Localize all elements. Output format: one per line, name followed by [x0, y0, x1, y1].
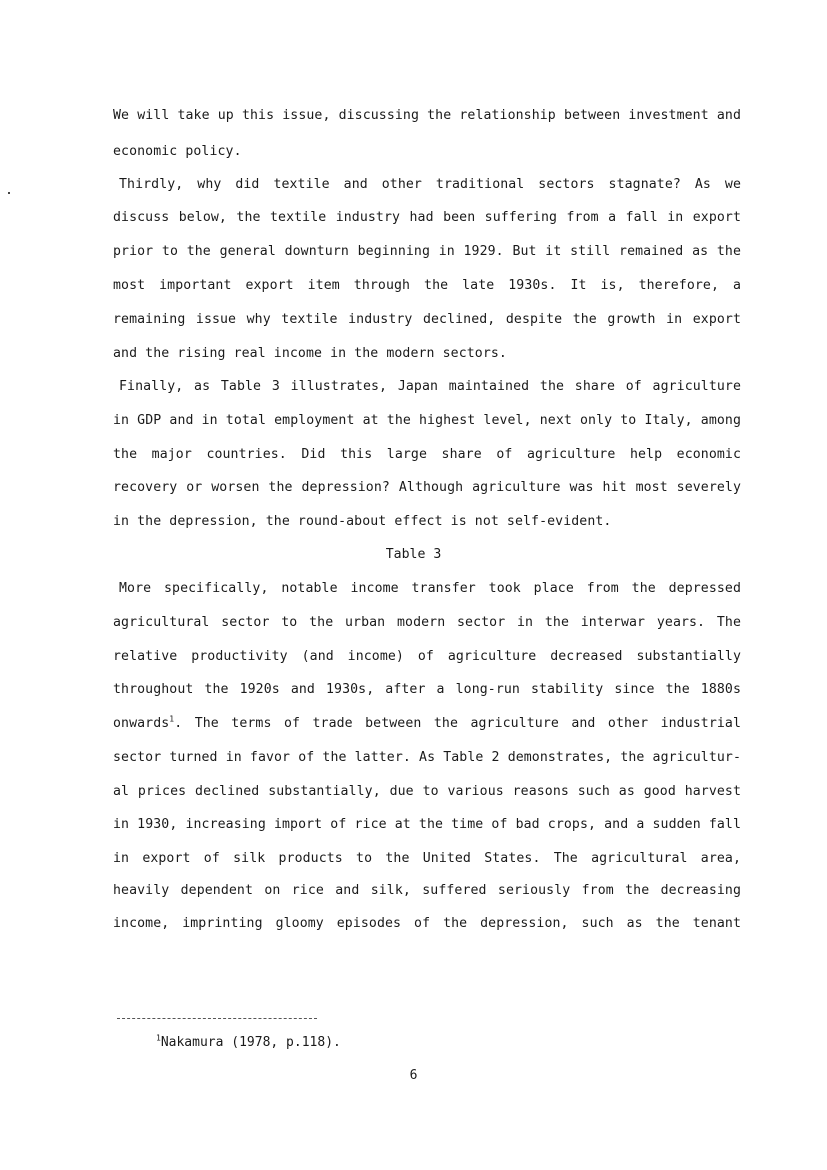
paragraph-4-line-4: throughout the 1920s and 1930s, after a long-run stability since the 1880s — [113, 682, 741, 697]
footnote-reference: 1 — [169, 714, 175, 724]
paragraph-4-line-6: sector turned in favor of the latter. As Table 2 demonstrates, the agricultur- — [113, 750, 741, 765]
footnote — [156, 1034, 341, 1052]
paragraph-3-line-4: recovery or worsen the depression? Although agriculture was hit most severely — [113, 480, 741, 495]
paragraph-4-line-8: in 1930, increasing import of rice at the time of bad crops, and a sudden fall — [113, 817, 741, 832]
paragraph-3-line-1: Finally, as Table 3 illustrates, Japan maintained the share of agriculture — [119, 379, 741, 394]
paragraph-2-line-3: prior to the general downturn beginning in 1929. But it still remained as the — [113, 244, 741, 259]
paragraph-2-line-2: discuss below, the textile industry had been suffering from a fall in export — [113, 210, 741, 225]
footnote-separator — [117, 1018, 317, 1019]
footnote-text: Nakamura (1978, p.118). — [160, 1035, 341, 1050]
paragraph-3-line-3: the major countries. Did this large share of agriculture help economic — [113, 447, 741, 462]
paragraph-2-line-6: and the rising real income in the modern sectors. — [113, 346, 507, 361]
paragraph-4-line-1: More specifically, notable income transfer took place from the depressed — [119, 581, 741, 596]
footnote-marker: 1 — [156, 1033, 161, 1043]
paragraph-4-line-11: income, imprinting gloomy episodes of the depression, such as the tenant — [113, 916, 741, 931]
paragraph-4-line-2: agricultural sector to the urban modern sector in the interwar years. The — [113, 615, 741, 630]
paragraph-4-line-7: al prices declined substantially, due to various reasons such as good harvest — [113, 784, 741, 799]
paragraph-1-line-2: economic policy. — [113, 144, 242, 159]
page-number: 6 — [409, 1068, 418, 1083]
paragraph-2-line-5: remaining issue why textile industry declined, despite the growth in export — [113, 312, 741, 327]
paragraph-1-line-1: We will take up this issue, discussing the relationship between investment and — [113, 108, 741, 123]
paragraph-4-line-10: heavily dependent on rice and silk, suffered seriously from the decreasing — [113, 883, 741, 898]
paragraph-3-line-2: in GDP and in total employment at the highest level, next only to Italy, among — [113, 413, 741, 428]
margin-mark — [8, 192, 10, 194]
paragraph-2-line-1: Thirdly, why did textile and other traditional sectors stagnate? As we — [119, 177, 741, 192]
paragraph-4-line-5-rest: . The terms of trade between the agriculture and other industrial — [174, 716, 741, 731]
paragraph-4-line-3: relative productivity (and income) of agriculture decreased substantially — [113, 649, 741, 664]
paragraph-4-line-9: in export of silk products to the United States. The agricultural area, — [113, 851, 741, 866]
paragraph-3-line-5: in the depression, the round-about effect is not self-evident. — [113, 514, 612, 529]
paragraph-4-line-5 — [113, 715, 741, 733]
paragraph-4-line-5-start: onwards — [113, 716, 170, 731]
table-caption: Table 3 — [385, 547, 442, 562]
paragraph-2-line-4: most important export item through the late 1930s. It is, therefore, a — [113, 278, 741, 293]
